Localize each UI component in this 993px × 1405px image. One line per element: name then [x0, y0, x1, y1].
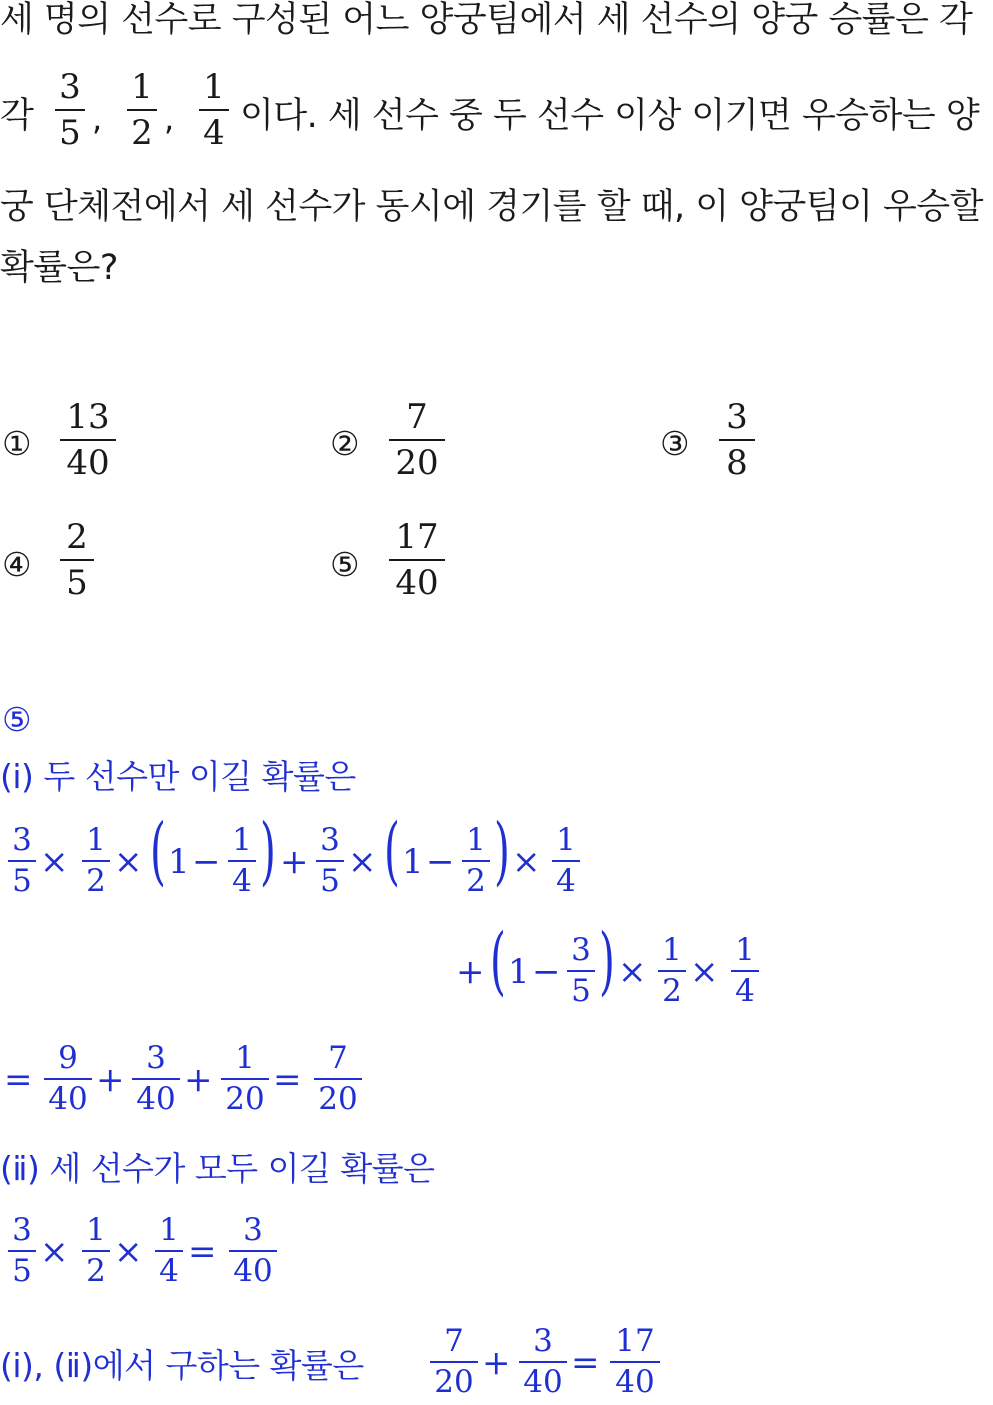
equals-sign: = [571, 1343, 600, 1383]
minus-sign: − [426, 842, 455, 882]
times-sign: × [40, 1232, 69, 1272]
fraction: 1 4 [228, 825, 256, 897]
left-paren: ( [150, 808, 166, 894]
fraction: 9 40 [44, 1043, 92, 1115]
number-one: 1 [402, 842, 424, 882]
plus-sign: + [280, 842, 309, 882]
equals-sign: = [188, 1232, 217, 1272]
question-line-2-suffix: 이다. 세 선수 중 두 선수 이상 이기면 우승하는 양 [240, 96, 980, 136]
fraction: 3 5 [8, 825, 36, 897]
choice-marker: ① [2, 424, 32, 463]
fraction: 1 2 [462, 825, 490, 897]
comma: , [164, 100, 175, 138]
question-line-2-prefix: 각 [0, 96, 34, 136]
fraction: 3 5 [8, 1215, 36, 1287]
plus-sign: + [96, 1060, 125, 1100]
rate-fraction-1: 3 5 [55, 70, 85, 150]
fraction: 1 2 [658, 935, 686, 1007]
minus-sign: − [532, 952, 561, 992]
plus-sign: + [456, 952, 485, 992]
left-paren: ( [384, 808, 400, 894]
equals-sign: = [4, 1060, 33, 1100]
left-paren: ( [490, 918, 506, 1004]
choice-fraction: 7 20 [389, 400, 445, 480]
choice-fraction: 17 40 [389, 520, 445, 600]
equals-sign: = [273, 1060, 302, 1100]
choice-marker: ② [330, 424, 360, 463]
fraction: 3 40 [229, 1215, 277, 1287]
choice-fraction: 13 40 [60, 400, 116, 480]
times-sign: × [114, 842, 143, 882]
fraction: 3 40 [519, 1326, 567, 1398]
times-sign: × [114, 1232, 143, 1272]
fraction: 7 20 [430, 1326, 478, 1398]
fraction: 1 4 [155, 1215, 183, 1287]
choice-marker: ③ [660, 424, 690, 463]
times-sign: × [512, 842, 541, 882]
number-one: 1 [168, 842, 190, 882]
times-sign: × [348, 842, 377, 882]
rate-fraction-3: 1 4 [199, 70, 229, 150]
choice-marker: ④ [2, 545, 32, 584]
right-paren: ) [494, 808, 510, 894]
question-line-1: 세 명의 선수로 구성된 어느 양궁팀에서 세 선수의 양궁 승률은 각 [0, 0, 973, 40]
answer-marker: ⑤ [2, 700, 32, 739]
choice-marker: ⑤ [330, 545, 360, 584]
choice-fraction: 3 8 [719, 400, 755, 480]
fraction: 1 2 [82, 825, 110, 897]
right-paren: ) [260, 808, 276, 894]
times-sign: × [40, 842, 69, 882]
times-sign: × [690, 952, 719, 992]
minus-sign: − [192, 842, 221, 882]
fraction: 3 40 [132, 1043, 180, 1115]
plus-sign: + [482, 1343, 511, 1383]
final-label: (ⅰ), (ⅱ)에서 구하는 확률은 [0, 1346, 364, 1385]
choice-fraction: 2 5 [60, 520, 94, 600]
fraction: 1 4 [731, 935, 759, 1007]
right-paren: ) [599, 918, 615, 1004]
question-line-3: 궁 단체전에서 세 선수가 동시에 경기를 할 때, 이 양궁팀이 우승할 [0, 187, 983, 227]
number-one: 1 [508, 952, 530, 992]
comma: , [92, 100, 103, 138]
rate-fraction-2: 1 2 [127, 70, 157, 150]
fraction: 1 2 [82, 1215, 110, 1287]
fraction: 3 5 [316, 825, 344, 897]
fraction: 1 4 [552, 825, 580, 897]
case1-label: (ⅰ) 두 선수만 이길 확률은 [0, 757, 356, 796]
fraction: 17 40 [610, 1326, 660, 1398]
fraction: 3 5 [567, 935, 595, 1007]
times-sign: × [618, 952, 647, 992]
case2-label: (ⅱ) 세 선수가 모두 이길 확률은 [0, 1149, 435, 1188]
fraction: 1 20 [221, 1043, 269, 1115]
fraction: 7 20 [314, 1043, 362, 1115]
question-line-4: 확률은? [0, 248, 119, 288]
plus-sign: + [184, 1060, 213, 1100]
